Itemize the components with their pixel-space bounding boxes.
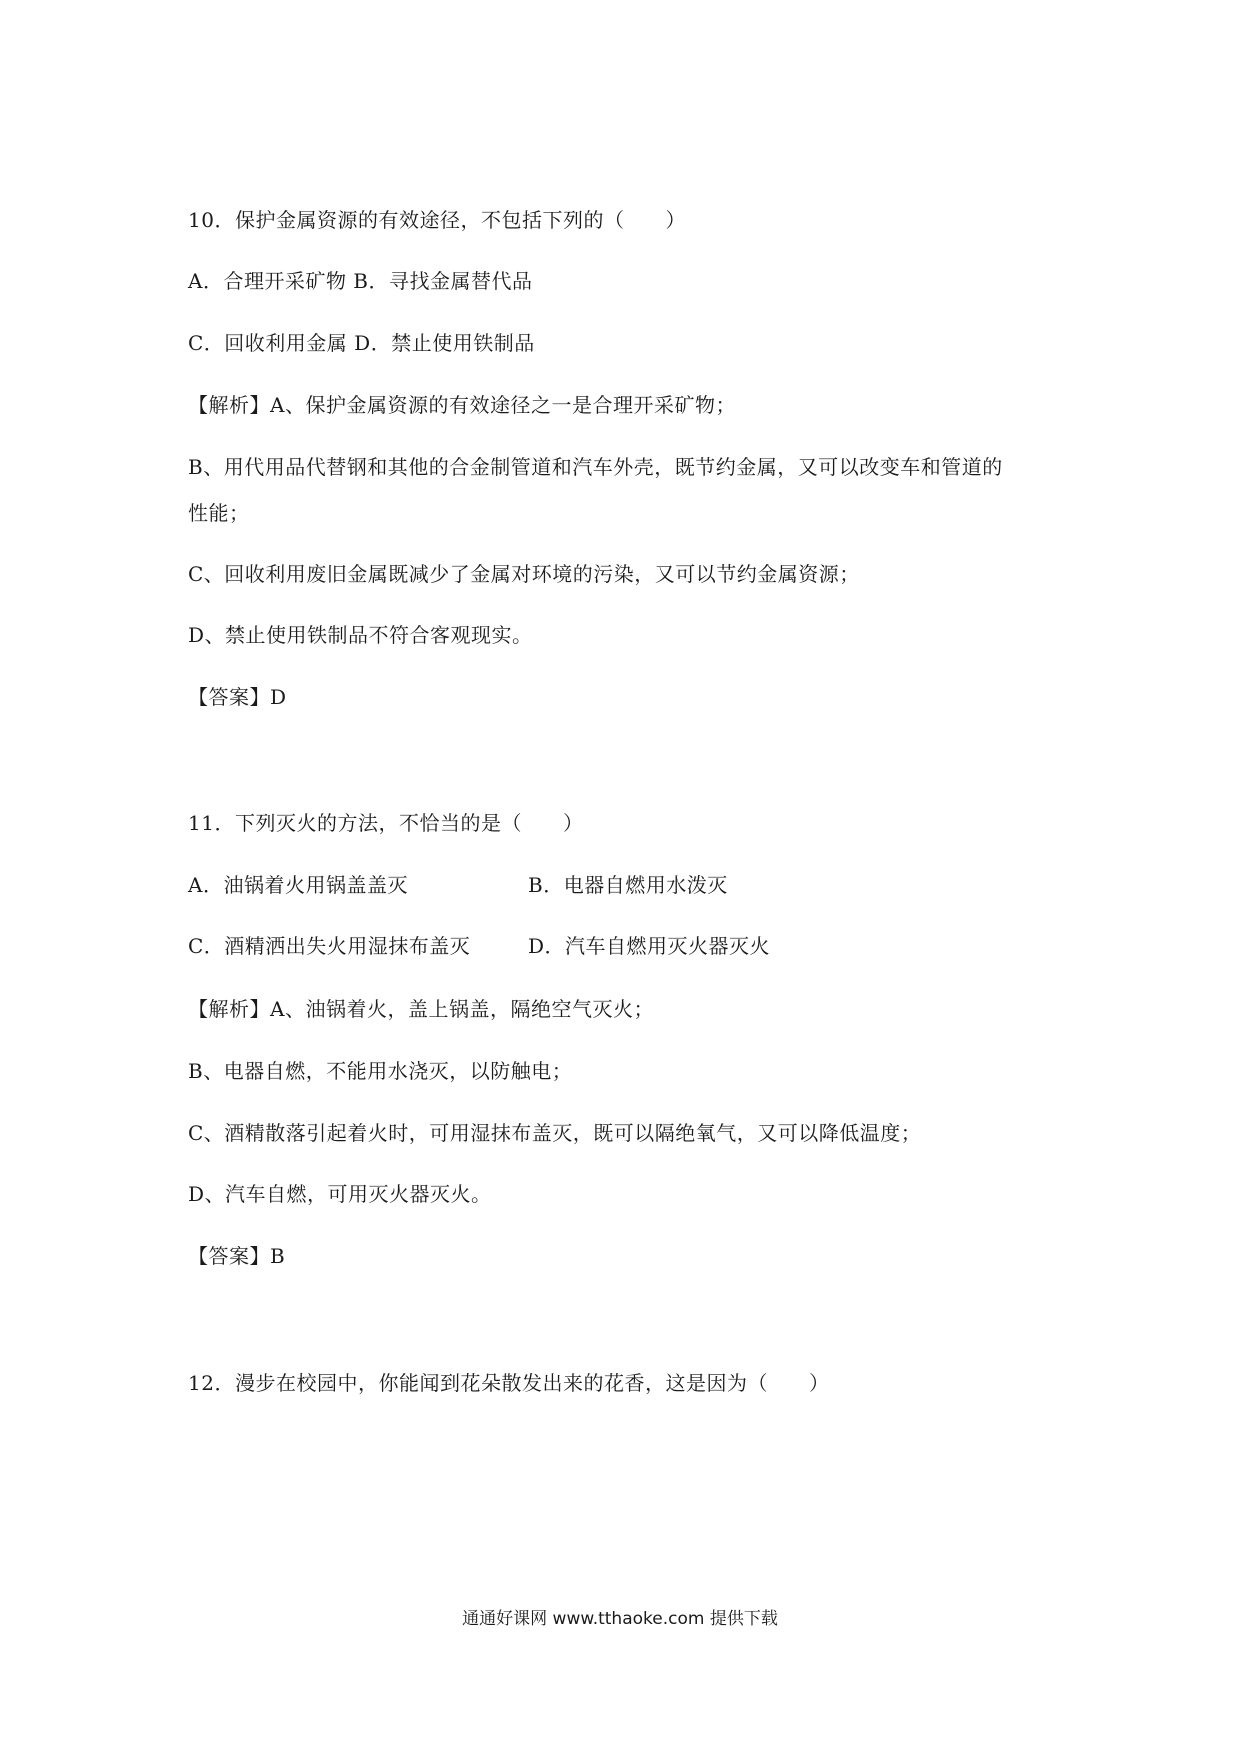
question-11-analysis-line: C、酒精散落引起着火时，可用湿抹布盖灭，既可以隔绝氧气，又可以降低温度； xyxy=(188,1121,922,1145)
question-10-analysis-line: D、禁止使用铁制品不符合客观现实。 xyxy=(188,623,533,647)
question-10-analysis-line: C、回收利用废旧金属既减少了金属对环境的污染，又可以节约金属资源； xyxy=(188,562,860,586)
question-10-stem: 10．保护金属资源的有效途径，不包括下列的（ ） xyxy=(188,208,686,232)
question-11-option-b: B．电器自燃用水泼灭 xyxy=(528,873,728,897)
question-11-option-c: C．酒精洒出失火用湿抹布盖灭 xyxy=(188,934,471,958)
question-11-stem: 11．下列灭火的方法，不恰当的是（ ） xyxy=(188,811,584,835)
question-12-stem: 12．漫步在校园中，你能闻到花朵散发出来的花香，这是因为（ ） xyxy=(188,1371,830,1395)
question-11-analysis-line: D、汽车自燃，可用灭火器灭火。 xyxy=(188,1182,492,1206)
question-10-analysis-line: B、用代用品代替钢和其他的合金制管道和汽车外壳，既节约金属，又可以改变车和管道的 xyxy=(188,455,1003,479)
question-10-analysis-line: 性能； xyxy=(188,501,250,525)
question-11-answer: 【答案】B xyxy=(188,1244,286,1268)
question-11-option-d: D．汽车自燃用灭火器灭火 xyxy=(528,934,771,958)
question-10-analysis-line: 【解析】A、保护金属资源的有效途径之一是合理开采矿物； xyxy=(188,393,736,417)
question-11-analysis-line: B、电器自燃，不能用水浇灭，以防触电； xyxy=(188,1059,573,1083)
question-10-options-row1: A．合理开采矿物 B．寻找金属替代品 xyxy=(188,269,533,293)
question-10-answer: 【答案】D xyxy=(188,685,287,709)
question-10-options-row2: C．回收利用金属 D．禁止使用铁制品 xyxy=(188,331,535,355)
question-11-analysis-line: 【解析】A、油锅着火，盖上锅盖，隔绝空气灭火； xyxy=(188,997,654,1021)
page-footer: 通通好课网 www.tthaoke.com 提供下载 xyxy=(462,1609,778,1629)
question-11-option-a: A．油锅着火用锅盖盖灭 xyxy=(188,873,408,897)
